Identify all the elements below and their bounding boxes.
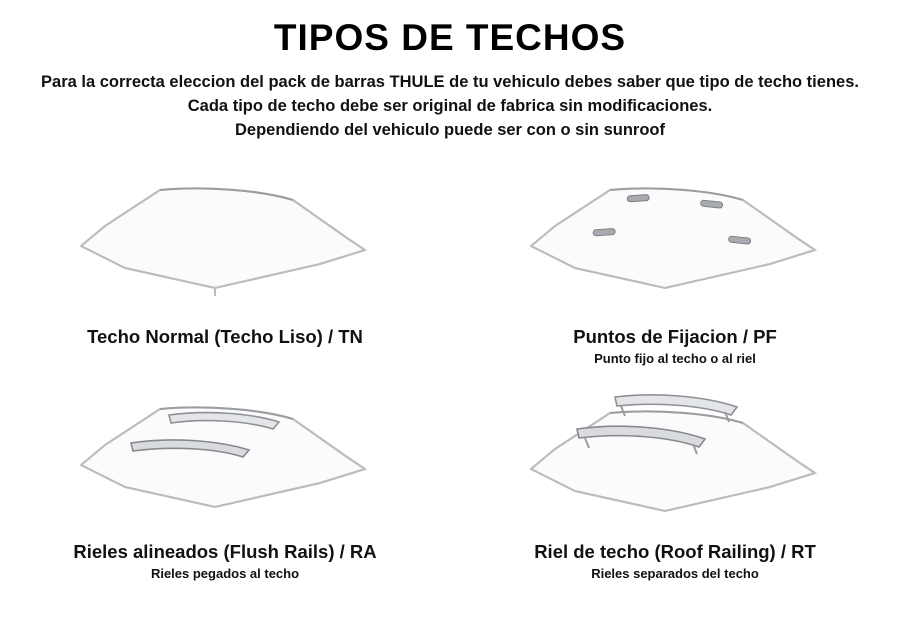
intro-text (0, 71, 900, 143)
fix-point-rear-left (593, 228, 615, 236)
roof-type-grid (0, 168, 900, 608)
intro-line-1: Para la correcta eleccion del pack de barras THULE de tu vehiculo debes saber que tipo de techo tienes. (41, 72, 859, 91)
fix-point-front-left (627, 194, 649, 202)
car-roof-raised-railing-icon (515, 383, 835, 543)
car-roof-fixpoints-illustration (450, 168, 900, 318)
roof-type-caption: Riel de techo (Roof Railing) / RT (534, 541, 816, 562)
intro-line-3: Dependiendo del vehiculo puede ser con o sin sunroof (235, 120, 665, 139)
page-title: TIPOS DE TECHOS (273, 17, 627, 58)
roof-type-techo-normal (0, 168, 450, 390)
car-roof-flush-rails-illustration (0, 383, 450, 533)
roof-type-subcaption: Rieles separados del techo (591, 566, 759, 581)
car-roof-plain-illustration (0, 168, 450, 318)
roof-type-caption: Puntos de Fijacion / PF (573, 326, 777, 347)
intro-line-2: Cada tipo de techo debe ser original de fabrica sin modificaciones. (187, 96, 713, 115)
car-roof-fixpoints-icon (515, 168, 835, 318)
car-roof-flush-rails-icon (65, 383, 385, 543)
roof-type-caption: Techo Normal (Techo Liso) / TN (87, 326, 363, 347)
car-roof-raised-railing-illustration (450, 383, 900, 533)
car-roof-plain-icon (65, 168, 385, 318)
roof-type-subcaption: Punto fijo al techo o al riel (594, 351, 756, 366)
roof-type-riel-de-techo (450, 383, 900, 605)
roof-type-puntos-de-fijacion (450, 168, 900, 390)
poster-root (0, 18, 900, 618)
roof-type-rieles-alineados (0, 383, 450, 605)
roof-type-subcaption: Rieles pegados al techo (150, 566, 300, 581)
roof-type-caption: Rieles alineados (Flush Rails) / RA (73, 541, 377, 562)
